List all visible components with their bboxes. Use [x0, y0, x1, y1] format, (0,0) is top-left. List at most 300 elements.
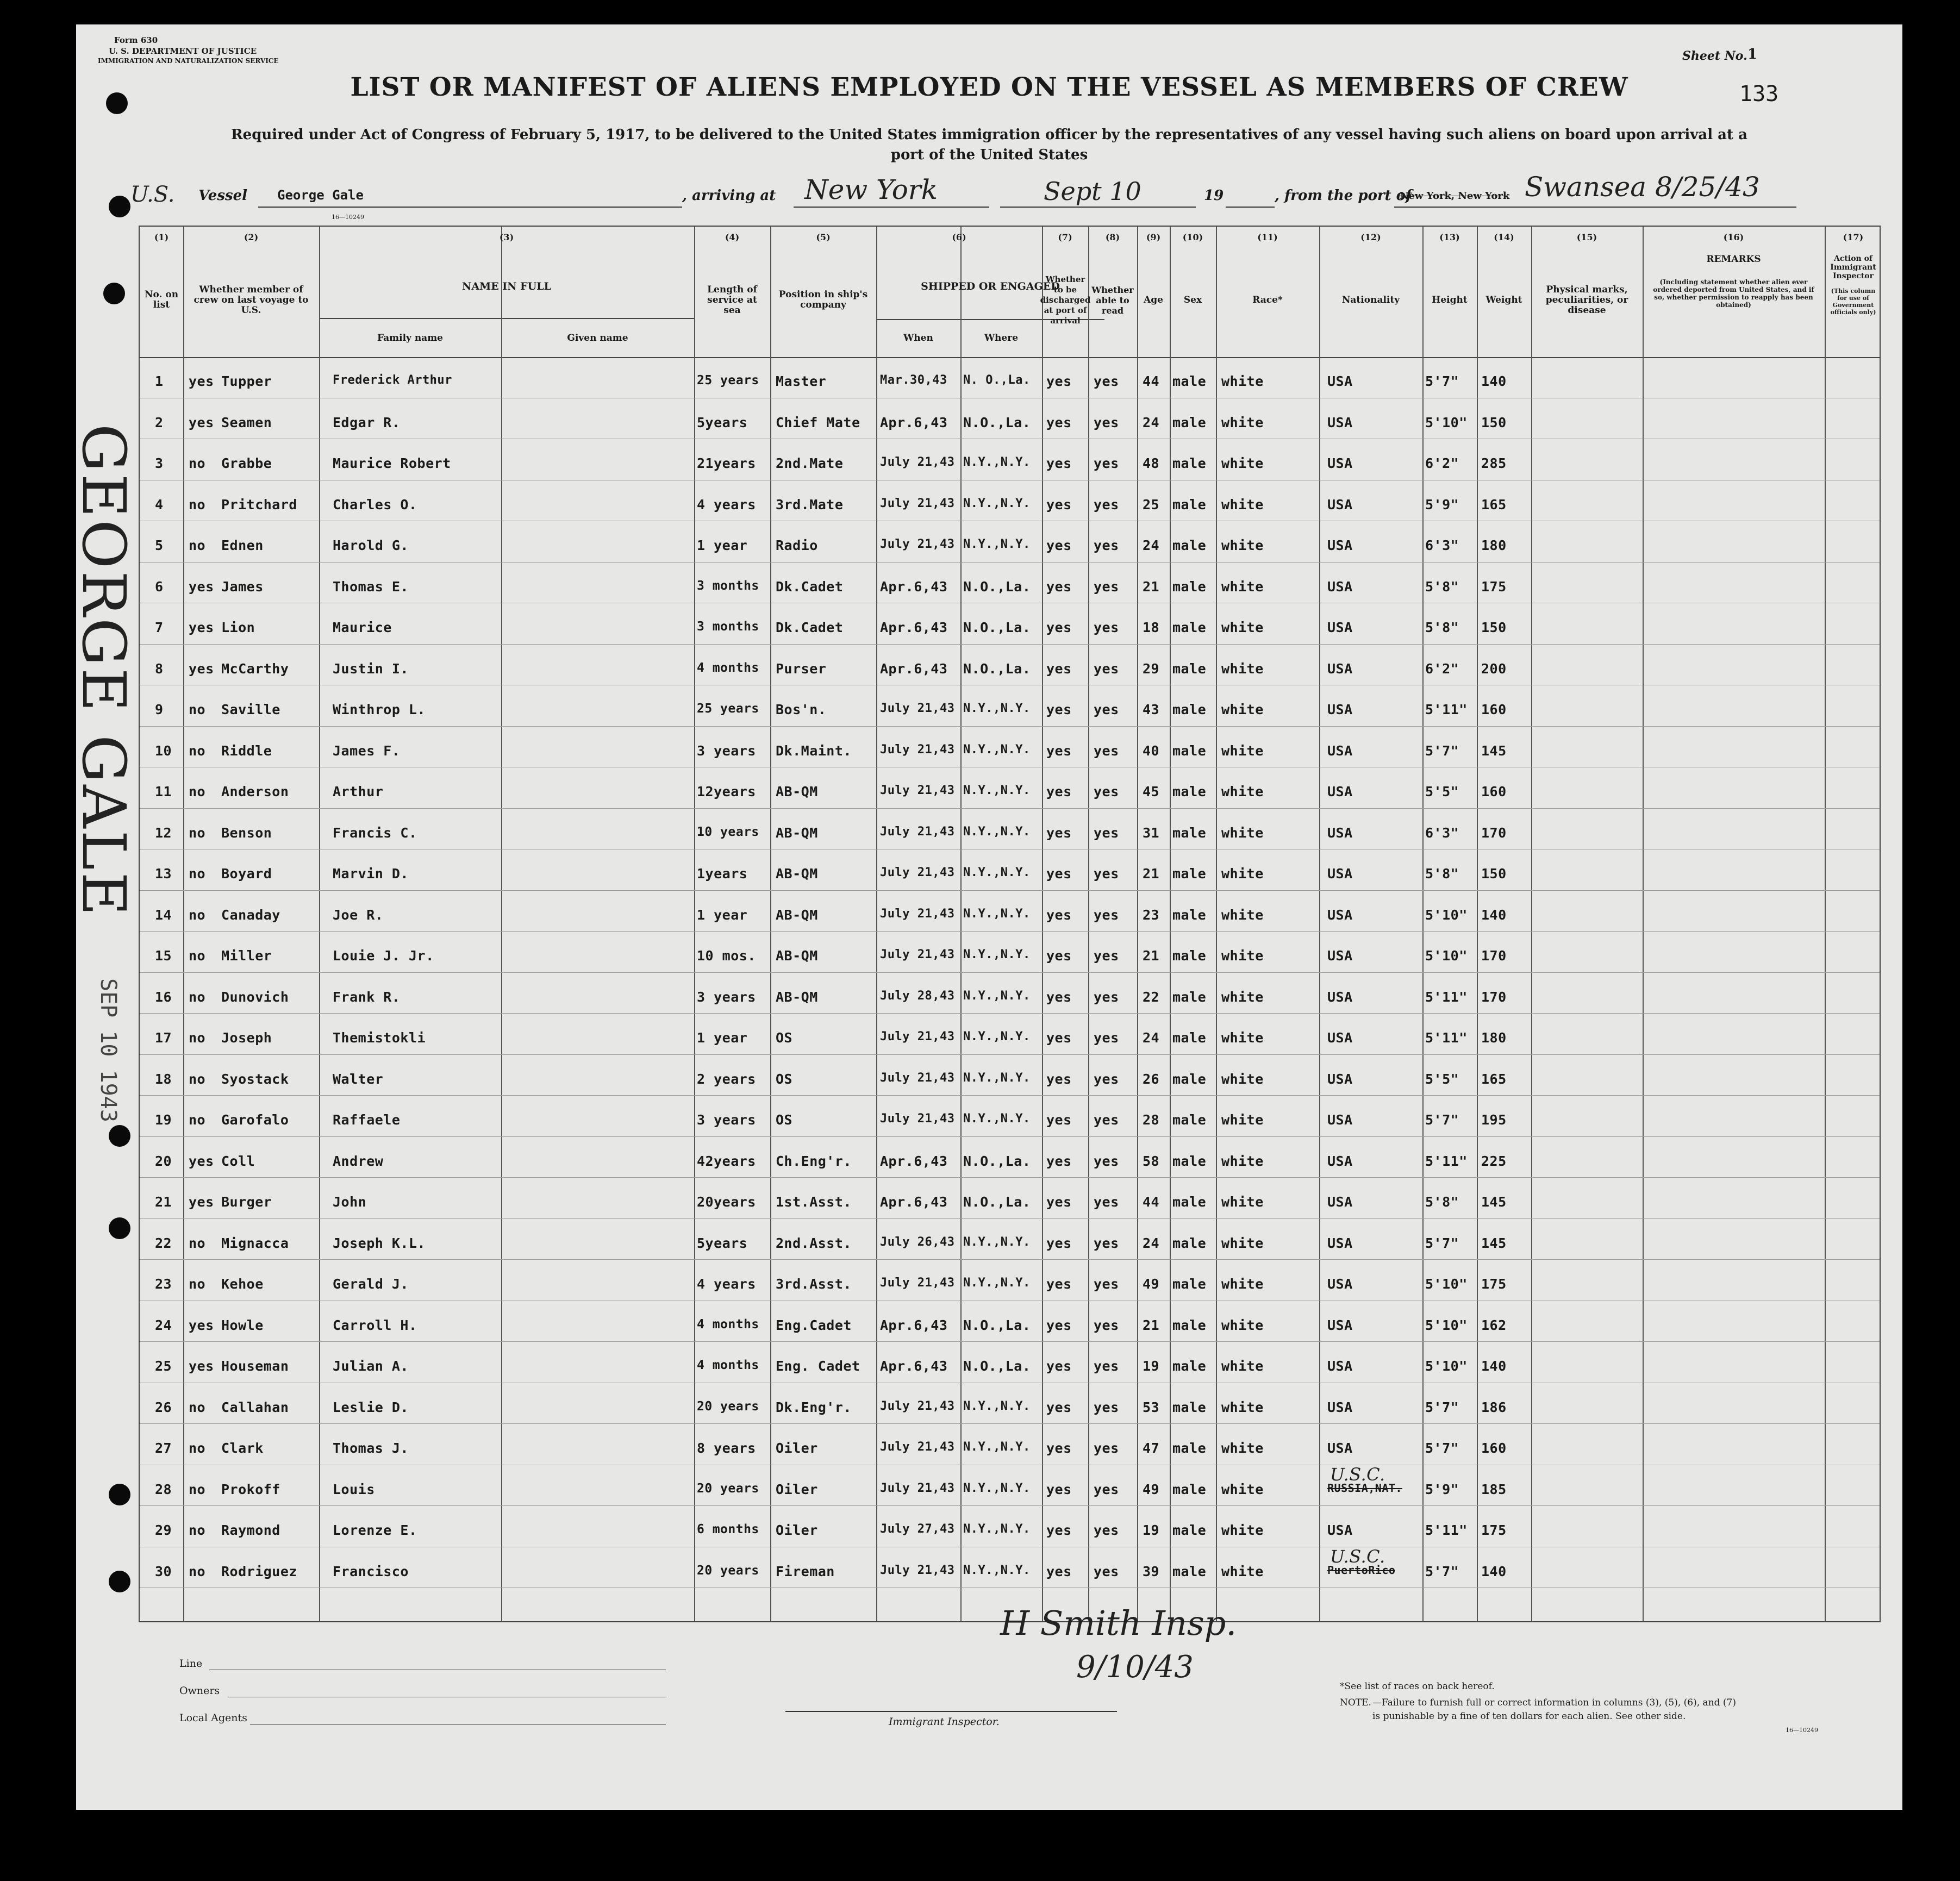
cell-service: 4 years [697, 496, 756, 513]
cell-nationality: USA [1327, 1030, 1353, 1046]
cell-given: Joe R. [333, 907, 384, 923]
cell-sex: male [1172, 948, 1207, 964]
cell-given: Gerald J. [333, 1276, 409, 1292]
cell-age: 58 [1143, 1153, 1160, 1169]
cell-family: Boyard [221, 866, 272, 882]
cell-where: N. O.,La. [963, 373, 1031, 387]
cell-sex: male [1172, 989, 1207, 1005]
cell-race: white [1221, 702, 1264, 717]
cell-sex: male [1172, 496, 1207, 513]
cell-service: 25 years [697, 702, 759, 716]
cell-age: 21 [1143, 866, 1160, 882]
cell-height: 5'10" [1425, 907, 1468, 923]
cell-service: 3 months [697, 578, 759, 593]
cell-when: July 21,43 [880, 907, 955, 921]
cell-no: 24 [155, 1317, 172, 1333]
cell-nationality: USA [1327, 455, 1353, 471]
binder-hole [109, 1571, 130, 1592]
cell-weight: 285 [1481, 455, 1507, 471]
col-num-13: (13) [1439, 232, 1460, 242]
cell-no: 17 [155, 1030, 172, 1046]
cell-height: 5'8" [1425, 578, 1459, 595]
col-header-given-name: Given name [567, 332, 628, 343]
cell-family: Burger [221, 1194, 272, 1210]
cell-where: N.Y.,N.Y. [963, 1563, 1031, 1577]
cell-weight: 180 [1481, 538, 1507, 553]
cell-last: yes [189, 1153, 214, 1169]
cell-sex: male [1172, 1276, 1207, 1292]
cell-height: 5'7" [1425, 1399, 1459, 1415]
cell-last: yes [189, 660, 214, 677]
cell-read: yes [1094, 414, 1119, 430]
cell-when: July 21,43 [880, 948, 955, 961]
cell-discharged: yes [1046, 1358, 1072, 1374]
cell-race: white [1221, 784, 1264, 799]
cell-height: 5'8" [1425, 866, 1459, 882]
date-stamp: SEP 10 1943 [96, 978, 121, 1122]
crew-table [139, 226, 1881, 1622]
cell-sex: male [1172, 620, 1207, 635]
cell-given: Carroll H. [333, 1317, 417, 1333]
col-header-service: Length of service at sea [707, 284, 757, 316]
cell-discharged: yes [1046, 1563, 1072, 1579]
cell-no: 25 [155, 1358, 172, 1374]
table-row [140, 398, 1880, 440]
cell-race: white [1221, 1112, 1264, 1128]
cell-read: yes [1094, 1276, 1119, 1292]
cell-where: N.O.,La. [963, 660, 1031, 677]
cell-race: white [1221, 1153, 1264, 1169]
cell-weight: 175 [1481, 1522, 1507, 1538]
cell-given: Winthrop L. [333, 702, 426, 717]
cell-age: 18 [1143, 620, 1160, 635]
cell-height: 5'5" [1425, 1071, 1459, 1087]
cell-sex: male [1172, 1522, 1207, 1538]
cell-last: no [189, 1399, 206, 1415]
table-row [140, 1014, 1880, 1055]
cell-age: 21 [1143, 578, 1160, 595]
inspector-signature: H Smith Insp. [1000, 1603, 1237, 1643]
cell-sex: male [1172, 578, 1207, 595]
cell-age: 23 [1143, 907, 1160, 923]
cell-age: 24 [1143, 1030, 1160, 1046]
cell-discharged: yes [1046, 455, 1072, 471]
cell-read: yes [1094, 1153, 1119, 1169]
cell-given: Edgar R. [333, 414, 401, 430]
cell-where: N.O.,La. [963, 620, 1031, 635]
cell-height: 5'10" [1425, 1317, 1468, 1333]
cell-position: 2nd.Asst. [776, 1235, 852, 1251]
cell-last: yes [189, 620, 214, 635]
cell-family: Benson [221, 824, 272, 841]
cell-age: 19 [1143, 1358, 1160, 1374]
cell-where: N.Y.,N.Y. [963, 496, 1031, 510]
cell-service: 12years [697, 784, 756, 799]
cell-discharged: yes [1046, 702, 1072, 717]
col-num-9: (9) [1146, 232, 1161, 242]
cell-nationality: USA [1327, 1235, 1353, 1251]
cell-where: N.Y.,N.Y. [963, 824, 1031, 839]
table-row [140, 727, 1880, 768]
cell-where: N.Y.,N.Y. [963, 702, 1031, 715]
cell-last: no [189, 866, 206, 882]
cell-position: Dk.Cadet [776, 620, 844, 635]
cell-where: N.Y.,N.Y. [963, 866, 1031, 879]
cell-no: 5 [155, 538, 164, 553]
cell-service: 4 months [697, 1317, 759, 1332]
cell-no: 2 [155, 414, 164, 430]
cell-age: 25 [1143, 496, 1160, 513]
cell-weight: 185 [1481, 1481, 1507, 1497]
cell-given: Lorenze E. [333, 1522, 417, 1538]
cell-read: yes [1094, 538, 1119, 553]
cell-given: Maurice [333, 620, 392, 635]
cell-discharged: yes [1046, 1030, 1072, 1046]
cell-where: N.Y.,N.Y. [963, 1235, 1031, 1249]
cell-family: James [221, 578, 264, 595]
cell-age: 21 [1143, 948, 1160, 964]
cell-discharged: yes [1046, 1276, 1072, 1292]
cell-where: N.Y.,N.Y. [963, 1481, 1031, 1495]
binder-hole [109, 1125, 130, 1147]
cell-service: 20 years [697, 1399, 759, 1414]
cell-service: 20 years [697, 1563, 759, 1578]
cell-sex: male [1172, 1071, 1207, 1087]
cell-position: 3rd.Asst. [776, 1276, 852, 1292]
cell-race: white [1221, 578, 1264, 595]
cell-discharged: yes [1046, 742, 1072, 759]
table-row [140, 1219, 1880, 1260]
cell-last: yes [189, 1358, 214, 1374]
service-name: IMMIGRATION AND NATURALIZATION SERVICE [98, 57, 279, 65]
cell-sex: male [1172, 866, 1207, 882]
cell-age: 24 [1143, 538, 1160, 553]
cell-no: 3 [155, 455, 164, 471]
table-row [140, 767, 1880, 809]
vessel-name: George Gale [277, 188, 364, 203]
cell-service: 4 months [697, 660, 759, 675]
cell-sex: male [1172, 455, 1207, 471]
cell-height: 5'9" [1425, 1481, 1459, 1497]
local-agents-label: Local Agents [179, 1712, 247, 1724]
cell-when: July 26,43 [880, 1235, 955, 1249]
cell-position: AB-QM [776, 907, 818, 923]
cell-nationality: USA [1327, 1358, 1353, 1374]
cell-service: 1years [697, 866, 748, 882]
cell-nationality: USA [1327, 702, 1353, 717]
col-header-inspector-action: Action of Immigrant Inspector [1830, 254, 1876, 280]
cell-when: Apr.6,43 [880, 1153, 948, 1169]
cell-discharged: yes [1046, 660, 1072, 677]
cell-nationality: USA [1327, 1112, 1353, 1128]
cell-age: 22 [1143, 989, 1160, 1005]
manifest-title: LIST OR MANIFEST OF ALIENS EMPLOYED ON THE VESSEL AS MEMBERS OF CREW [350, 72, 1628, 102]
cell-position: 1st.Asst. [776, 1194, 852, 1210]
cell-read: yes [1094, 1112, 1119, 1128]
cell-position: Dk.Cadet [776, 578, 844, 595]
table-row [140, 932, 1880, 973]
cell-sex: male [1172, 702, 1207, 717]
cell-no: 27 [155, 1440, 172, 1456]
cell-no: 21 [155, 1194, 172, 1210]
cell-race: white [1221, 1399, 1264, 1415]
cell-read: yes [1094, 1030, 1119, 1046]
cell-family: McCarthy [221, 660, 289, 677]
cell-family: Raymond [221, 1522, 280, 1538]
cell-when: July 21,43 [880, 742, 955, 757]
cell-last: yes [189, 578, 214, 595]
cell-family: Lion [221, 620, 255, 635]
cell-when: July 21,43 [880, 702, 955, 715]
col-header-remarks-note: (Including statement whether alien ever ordered deported from United States, and if so, whether permission to reapply has been obtained) [1653, 278, 1814, 309]
cell-given: Arthur [333, 784, 384, 799]
cell-position: Oiler [776, 1481, 818, 1497]
cell-position: Oiler [776, 1522, 818, 1538]
cell-family: Garofalo [221, 1112, 289, 1128]
manifest-sheet [69, 24, 1902, 1810]
line-label: Line [179, 1658, 203, 1670]
table-row [140, 1547, 1880, 1589]
cell-family: Grabbe [221, 455, 272, 471]
binder-hole [106, 92, 128, 114]
cell-height: 5'8" [1425, 1194, 1459, 1210]
cell-family: Joseph [221, 1030, 272, 1046]
table-row [140, 1342, 1880, 1383]
cell-no: 10 [155, 742, 172, 759]
cell-sex: male [1172, 1563, 1207, 1579]
cell-height: 6'2" [1425, 455, 1459, 471]
col-header-when: When [903, 332, 933, 343]
col-header-nationality: Nationality [1341, 294, 1400, 305]
cell-read: yes [1094, 1235, 1119, 1251]
cell-where: N.Y.,N.Y. [963, 907, 1031, 921]
cell-when: July 21,43 [880, 1276, 955, 1290]
cell-weight: 165 [1481, 1071, 1507, 1087]
col-num-8: (8) [1105, 232, 1120, 242]
form-code-top: 16—10249 [332, 214, 364, 221]
cell-sex: male [1172, 1030, 1207, 1046]
cell-read: yes [1094, 660, 1119, 677]
cell-read: yes [1094, 455, 1119, 471]
cell-given: Thomas J. [333, 1440, 409, 1456]
cell-service: 5years [697, 1235, 748, 1251]
cell-position: AB-QM [776, 948, 818, 964]
cell-when: Apr.6,43 [880, 1358, 948, 1374]
cell-height: 5'10" [1425, 414, 1468, 430]
inspector-label: Immigrant Inspector. [889, 1716, 1000, 1728]
cell-position: AB-QM [776, 989, 818, 1005]
cell-weight: 145 [1481, 742, 1507, 759]
cell-no: 30 [155, 1563, 172, 1579]
cell-sex: male [1172, 824, 1207, 841]
cell-sex: male [1172, 1194, 1207, 1210]
cell-family: Saville [221, 702, 280, 717]
cell-read: yes [1094, 1481, 1119, 1497]
col-header-physical-marks: Physical marks, peculiarities, or disease [1545, 284, 1628, 316]
cell-discharged: yes [1046, 496, 1072, 513]
cell-read: yes [1094, 373, 1119, 389]
cell-family: Clark [221, 1440, 264, 1456]
cell-when: July 21,43 [880, 1112, 955, 1126]
manifest-subtitle-2: port of the United States [890, 147, 1088, 163]
cell-sex: male [1172, 1235, 1207, 1251]
cell-where: N.Y.,N.Y. [963, 1276, 1031, 1290]
cell-age: 24 [1143, 414, 1160, 430]
cell-weight: 162 [1481, 1317, 1507, 1333]
cell-discharged: yes [1046, 1153, 1072, 1169]
cell-given: Justin I. [333, 660, 409, 677]
cell-height: 5'11" [1425, 702, 1468, 717]
cell-weight: 165 [1481, 496, 1507, 513]
cell-position: 2nd.Mate [776, 455, 844, 471]
cell-nationality: USA [1327, 907, 1353, 923]
cell-given: Marvin D. [333, 866, 409, 882]
cell-height: 5'7" [1425, 1112, 1459, 1128]
form-number: Form 630 [114, 35, 158, 45]
note-text-2: is punishable by a fine of ten dollars for each alien. See other side. [1372, 1711, 1686, 1722]
arriving-label: , arriving at [682, 188, 776, 204]
cell-last: no [189, 538, 206, 553]
cell-race: white [1221, 1276, 1264, 1292]
cell-race: white [1221, 824, 1264, 841]
cell-given: Themistokli [333, 1030, 426, 1046]
cell-age: 40 [1143, 742, 1160, 759]
cell-service: 2 years [697, 1071, 756, 1087]
table-row [140, 1383, 1880, 1424]
cell-nationality: USA [1327, 620, 1353, 635]
cell-last: no [189, 742, 206, 759]
cell-height: 5'11" [1425, 1522, 1468, 1538]
table-row [140, 1465, 1880, 1507]
col-num-17: (17) [1843, 232, 1864, 242]
cell-no: 8 [155, 660, 164, 677]
cell-family: Kehoe [221, 1276, 264, 1292]
cell-service: 20 years [697, 1481, 759, 1496]
cell-given: Charles O. [333, 496, 417, 513]
col-header-inspector-note: (This column for use of Government officials only) [1830, 288, 1876, 316]
from-port-label: , from the port of [1275, 188, 1412, 204]
cell-race: white [1221, 742, 1264, 759]
cell-discharged: yes [1046, 1440, 1072, 1456]
cell-family: Prokoff [221, 1481, 280, 1497]
binder-hole [109, 1217, 130, 1239]
cell-sex: male [1172, 1481, 1207, 1497]
col-header-remarks: REMARKS [1706, 253, 1761, 265]
cell-discharged: yes [1046, 989, 1072, 1005]
cell-sex: male [1172, 538, 1207, 553]
cell-no: 6 [155, 578, 164, 595]
cell-given: Harold G. [333, 538, 409, 553]
cell-race: white [1221, 866, 1264, 882]
cell-weight: 150 [1481, 866, 1507, 882]
cell-no: 22 [155, 1235, 172, 1251]
cell-weight: 145 [1481, 1235, 1507, 1251]
cell-read: yes [1094, 578, 1119, 595]
cell-last: no [189, 1235, 206, 1251]
cell-where: N.O.,La. [963, 1317, 1031, 1333]
cell-nationality: USA [1327, 948, 1353, 964]
cell-position: Oiler [776, 1440, 818, 1456]
cell-where: N.Y.,N.Y. [963, 1399, 1031, 1413]
cell-position: Master [776, 373, 827, 389]
table-row [140, 357, 1880, 398]
cell-age: 49 [1143, 1276, 1160, 1292]
cell-read: yes [1094, 989, 1119, 1005]
cell-height: 6'3" [1425, 538, 1459, 553]
cell-last: no [189, 1481, 206, 1497]
col-num-5: (5) [816, 232, 831, 242]
cell-nationality: USA [1327, 1440, 1353, 1456]
col-header-sex: Sex [1183, 294, 1202, 305]
cell-height: 5'7" [1425, 742, 1459, 759]
cell-given: Leslie D. [333, 1399, 409, 1415]
cell-no: 4 [155, 496, 164, 513]
cell-position: Bos'n. [776, 702, 827, 717]
cell-read: yes [1094, 1440, 1119, 1456]
cell-race: white [1221, 1071, 1264, 1087]
table-row [140, 603, 1880, 645]
cell-no: 7 [155, 620, 164, 635]
cell-weight: 186 [1481, 1399, 1507, 1415]
cell-family: Dunovich [221, 989, 289, 1005]
table-row [140, 1137, 1880, 1178]
cell-weight: 170 [1481, 989, 1507, 1005]
cell-discharged: yes [1046, 1399, 1072, 1415]
cell-given: Frederick Arthur [333, 373, 452, 387]
cell-service: 20years [697, 1194, 756, 1210]
cell-weight: 160 [1481, 784, 1507, 799]
col-header-name: NAME IN FULL [462, 280, 551, 292]
cell-read: yes [1094, 948, 1119, 964]
cell-discharged: yes [1046, 784, 1072, 799]
cell-position: Purser [776, 660, 827, 677]
cell-last: no [189, 1440, 206, 1456]
cell-read: yes [1094, 1522, 1119, 1538]
cell-last: no [189, 824, 206, 841]
cell-family: Howle [221, 1317, 264, 1333]
cell-age: 44 [1143, 373, 1160, 389]
cell-sex: male [1172, 1153, 1207, 1169]
cell-where: N.O.,La. [963, 1194, 1031, 1210]
cell-age: 19 [1143, 1522, 1160, 1538]
cell-weight: 225 [1481, 1153, 1507, 1169]
cell-nationality: USA [1327, 1522, 1353, 1538]
cell-weight: 145 [1481, 1194, 1507, 1210]
cell-race: white [1221, 1440, 1264, 1456]
cell-position: AB-QM [776, 824, 818, 841]
cell-where: N.Y.,N.Y. [963, 948, 1031, 961]
cell-last: yes [189, 1194, 214, 1210]
cell-family: Canaday [221, 907, 280, 923]
sheet-number-label: Sheet No. [1682, 49, 1747, 63]
cell-discharged: yes [1046, 948, 1072, 964]
cell-read: yes [1094, 1317, 1119, 1333]
cell-when: July 21,43 [880, 784, 955, 797]
cell-when: Apr.6,43 [880, 660, 948, 677]
cell-height: 5'11" [1425, 989, 1468, 1005]
cell-where: N.Y.,N.Y. [963, 455, 1031, 469]
cell-height: 5'9" [1425, 496, 1459, 513]
cell-when: July 21,43 [880, 1030, 955, 1043]
cell-discharged: yes [1046, 414, 1072, 430]
cell-age: 53 [1143, 1399, 1160, 1415]
cell-no: 23 [155, 1276, 172, 1292]
cell-where: N.Y.,N.Y. [963, 1440, 1031, 1454]
cell-last: no [189, 496, 206, 513]
cell-nationality: RUSSIA,NAT. [1327, 1481, 1402, 1495]
vessel-prefix: U.S. [130, 182, 175, 207]
cell-service: 3 years [697, 989, 756, 1005]
